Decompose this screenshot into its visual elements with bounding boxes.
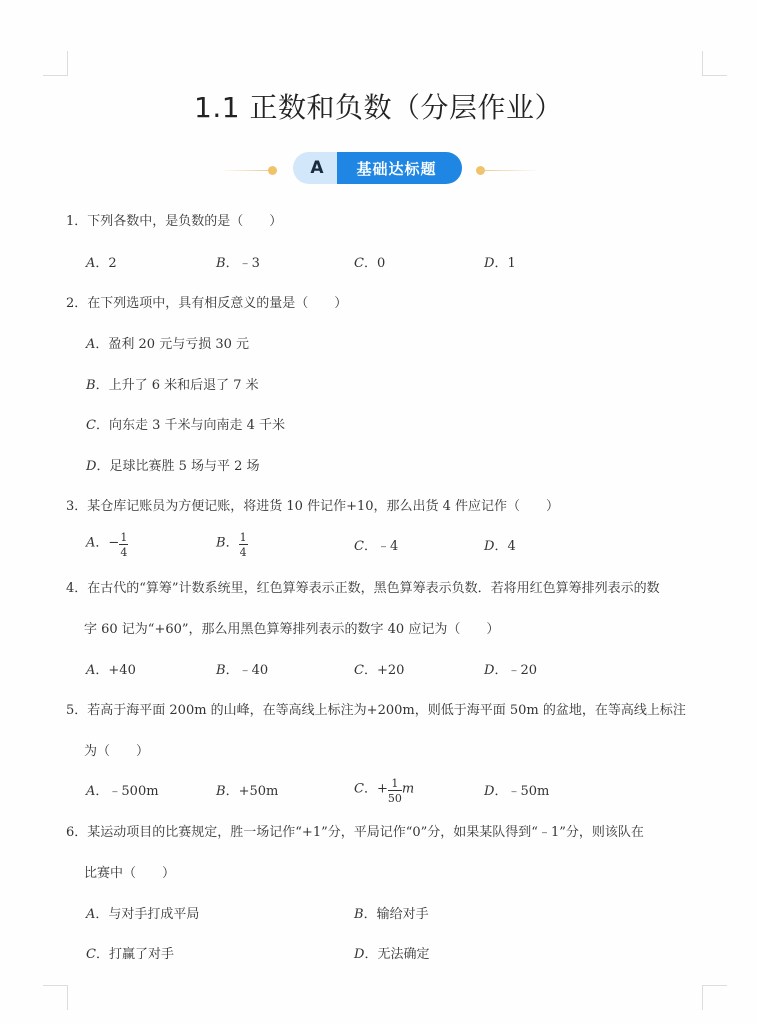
option-b[interactable] xyxy=(354,903,429,922)
option-sep: ． xyxy=(225,663,239,678)
option-sep: ． xyxy=(95,947,109,962)
option-sign: + xyxy=(376,781,388,797)
option-c[interactable] xyxy=(86,414,285,433)
option-key: A xyxy=(86,907,96,922)
fraction-numerator: 1 xyxy=(388,778,402,791)
option-value: ﹣3 xyxy=(238,256,260,271)
question-text: 在古代的“算筹”计数系统里，红色算筹表示正数，黑色算筹表示负数．若将用红色算筹排列表示的数 xyxy=(87,581,660,596)
option-key: C xyxy=(86,418,96,433)
option-value: +40 xyxy=(108,663,136,678)
decorative-line-right xyxy=(480,170,540,171)
option-value: 盈利 20 元与亏损 30 元 xyxy=(108,337,250,352)
option-sep: ． xyxy=(225,256,239,271)
question-text: 若高于海平面 200m 的山峰，在等高线上标注为+200m，则低于海平面 50m 的盆地，在等高线上标注 xyxy=(87,703,686,718)
option-key: C xyxy=(354,663,364,678)
corner-mark-bottom-right xyxy=(702,985,727,1010)
option-key: D xyxy=(86,459,97,474)
option-a[interactable] xyxy=(86,530,128,559)
decorative-dot-left xyxy=(268,166,277,175)
option-key: C xyxy=(354,781,364,797)
option-sep: ． xyxy=(363,256,377,271)
option-key: B xyxy=(86,378,96,393)
option-sep: ． xyxy=(95,418,109,433)
option-sep: ． xyxy=(494,539,508,554)
question-4 xyxy=(66,577,660,596)
question-3 xyxy=(66,495,559,514)
option-key: B xyxy=(216,663,226,678)
option-sep: ． xyxy=(95,256,109,271)
option-a[interactable] xyxy=(86,252,117,271)
option-a[interactable] xyxy=(86,659,136,678)
option-key: A xyxy=(86,337,96,352)
option-a[interactable] xyxy=(86,903,199,922)
option-c[interactable] xyxy=(354,776,415,805)
fraction-denominator: 4 xyxy=(120,546,128,559)
question-text: 下列各数中，是负数的是（ ） xyxy=(87,214,283,229)
option-value: ﹣50m xyxy=(507,784,550,799)
question-5-continued: 为（ ） xyxy=(84,744,150,759)
option-value: 上升了 6 米和后退了 7 米 xyxy=(108,378,259,393)
option-value: 与对手打成平局 xyxy=(108,907,200,922)
option-key: D xyxy=(484,663,495,678)
option-unit: m xyxy=(401,781,415,797)
option-value: 1 xyxy=(507,256,516,271)
option-sep: ． xyxy=(225,535,239,551)
option-sep: ． xyxy=(363,663,377,678)
option-b[interactable] xyxy=(216,530,248,559)
option-value: ﹣4 xyxy=(376,539,399,554)
option-sep: ． xyxy=(364,947,378,962)
option-key: B xyxy=(354,907,364,922)
option-sep: ． xyxy=(225,784,239,799)
option-key: D xyxy=(354,947,365,962)
option-sep: ． xyxy=(363,781,377,797)
option-b[interactable] xyxy=(86,374,259,393)
option-sep: ． xyxy=(96,459,110,474)
option-key: B xyxy=(216,535,226,551)
fraction xyxy=(239,532,248,558)
corner-mark-bottom-left xyxy=(43,985,68,1010)
option-sep: ． xyxy=(494,256,508,271)
option-sep: ． xyxy=(363,539,377,554)
option-key: B xyxy=(216,256,226,271)
option-d[interactable] xyxy=(86,455,260,474)
option-key: D xyxy=(484,256,495,271)
option-sep: ． xyxy=(494,784,508,799)
option-d[interactable] xyxy=(484,535,516,554)
question-number: 2． xyxy=(66,296,88,311)
option-c[interactable] xyxy=(354,535,398,554)
fraction-numerator: 1 xyxy=(239,531,247,544)
question-2 xyxy=(66,292,347,311)
option-value: 向东走 3 千米与向南走 4 千米 xyxy=(108,418,286,433)
option-b[interactable] xyxy=(216,252,260,271)
fraction-denominator: 50 xyxy=(387,792,402,805)
option-c[interactable] xyxy=(354,659,404,678)
option-d[interactable] xyxy=(484,252,516,271)
option-value: 0 xyxy=(376,256,386,271)
question-5 xyxy=(66,699,686,718)
option-a[interactable] xyxy=(86,333,249,352)
option-c[interactable] xyxy=(86,943,174,962)
question-6-continued: 比赛中（ ） xyxy=(84,866,176,881)
question-text: 某仓库记账员为方便记账，将进货 10 件记作+10，那么出货 4 件应记作（ ） xyxy=(87,499,560,514)
option-key: A xyxy=(86,535,96,551)
option-value: ﹣500m xyxy=(108,784,159,799)
option-value: ﹣40 xyxy=(238,663,269,678)
option-value: +50m xyxy=(238,784,279,799)
option-value: +20 xyxy=(376,663,405,678)
question-number: 1． xyxy=(66,214,88,229)
fraction xyxy=(388,778,402,804)
option-d[interactable] xyxy=(484,659,537,678)
question-number: 5． xyxy=(66,703,88,718)
corner-mark-top-left xyxy=(43,51,68,76)
option-d[interactable] xyxy=(484,780,549,799)
option-sign: − xyxy=(108,535,120,551)
option-key: B xyxy=(216,784,226,799)
option-key: C xyxy=(86,947,96,962)
option-sep: ． xyxy=(363,907,377,922)
question-1 xyxy=(66,210,282,229)
fraction-denominator: 4 xyxy=(239,546,247,559)
option-sep: ． xyxy=(95,663,109,678)
question-text: 某运动项目的比赛规定，胜一场记作“+1”分，平局记作“0”分，如果某队得到“﹣1”分，则该队在 xyxy=(87,825,644,840)
option-value: 2 xyxy=(108,256,117,271)
option-value: 输给对手 xyxy=(376,907,429,922)
option-key: A xyxy=(86,256,96,271)
option-value: 4 xyxy=(507,539,516,554)
page-title: 1.1 正数和负数（分层作业） xyxy=(194,91,563,124)
section-label: 基础达标题 xyxy=(337,152,462,184)
option-key: C xyxy=(354,539,364,554)
fraction-numerator: 1 xyxy=(120,531,128,544)
question-4-continued: 字 60 记为“+60”，那么用黑色算筹排列表示的数字 40 应记为（ ） xyxy=(84,622,500,637)
option-key: A xyxy=(86,663,96,678)
option-value: ﹣20 xyxy=(507,663,537,678)
option-c[interactable] xyxy=(354,252,385,271)
option-sep: ． xyxy=(95,784,109,799)
question-6 xyxy=(66,821,644,840)
option-key: D xyxy=(484,784,495,799)
option-d[interactable] xyxy=(354,943,429,962)
option-key: C xyxy=(354,256,364,271)
option-sep: ． xyxy=(95,907,109,922)
question-number: 6． xyxy=(66,825,88,840)
question-number: 3． xyxy=(66,499,88,514)
option-value: 无法确定 xyxy=(377,947,430,962)
option-value: 足球比赛胜 5 场与平 2 场 xyxy=(109,459,260,474)
option-sep: ． xyxy=(95,378,109,393)
option-b[interactable] xyxy=(216,659,268,678)
fraction xyxy=(119,532,128,558)
section-badge xyxy=(293,152,462,184)
option-sep: ． xyxy=(95,535,109,551)
option-sep: ． xyxy=(95,337,109,352)
option-a[interactable] xyxy=(86,780,159,799)
option-value: 打赢了对手 xyxy=(108,947,174,962)
question-number: 4． xyxy=(66,581,88,596)
corner-mark-top-right xyxy=(702,51,727,76)
question-text: 在下列选项中，具有相反意义的量是（ ） xyxy=(87,296,348,311)
option-key: D xyxy=(484,539,495,554)
option-sep: ． xyxy=(494,663,508,678)
decorative-line-left xyxy=(220,170,272,171)
section-letter: A xyxy=(293,152,337,184)
option-b[interactable] xyxy=(216,780,278,799)
option-key: A xyxy=(86,784,96,799)
